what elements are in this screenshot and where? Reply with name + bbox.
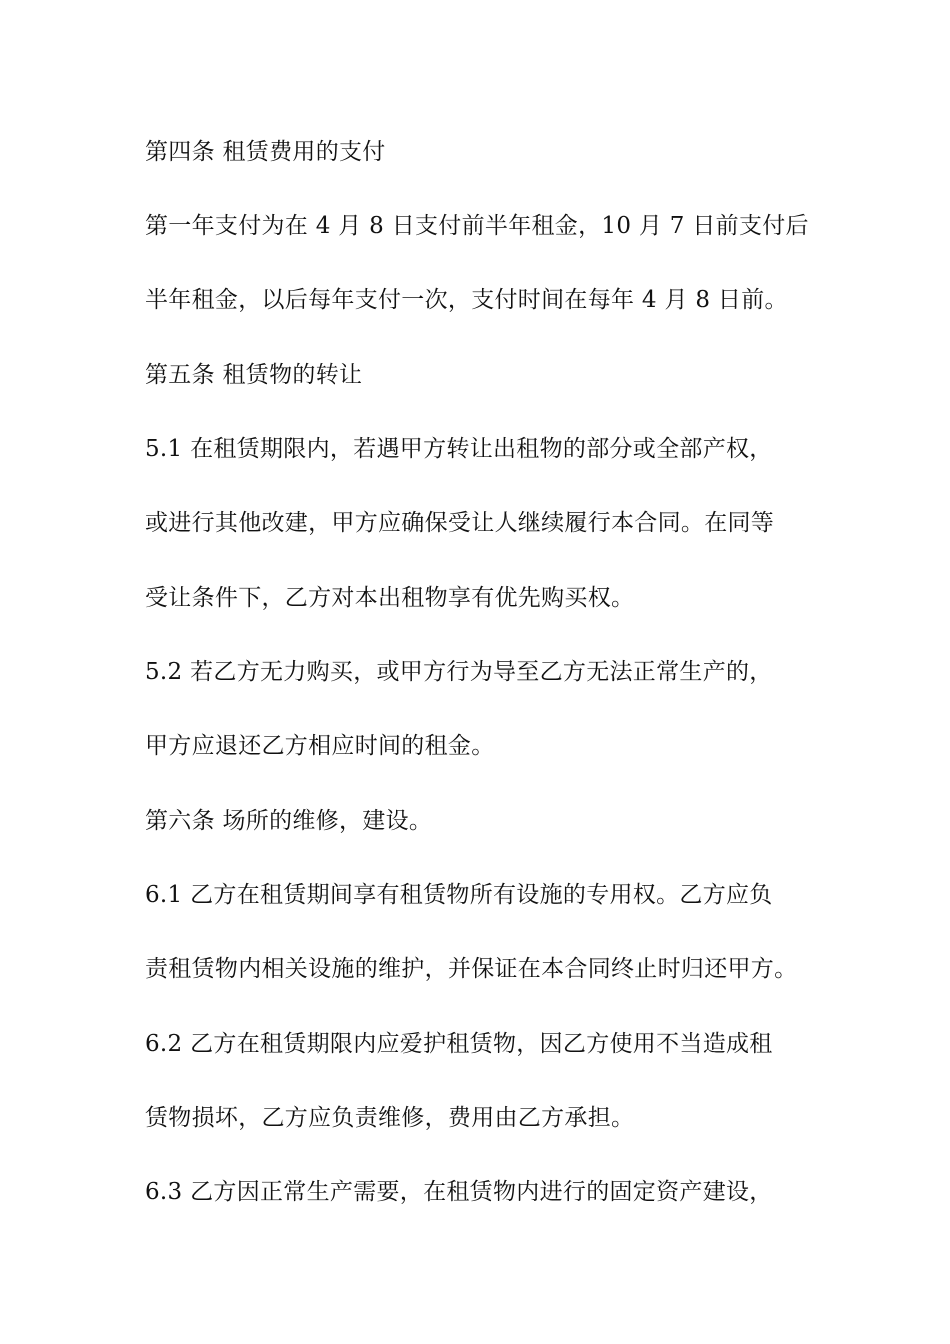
paragraph-line: 或进行其他改建，甲方应确保受让人继续履行本合同。在同等 — [145, 510, 775, 536]
paragraph-line: 赁物损坏，乙方应负责维修，费用由乙方承担。 — [145, 1105, 635, 1131]
paragraph-line: 受让条件下，乙方对本出租物享有优先购买权。 — [145, 585, 635, 611]
clause-5-2: 5.2 若乙方无力购买，或甲方行为导至乙方无法正常生产的， — [145, 659, 773, 685]
clause-6-2: 6.2 乙方在租赁期限内应爱护租赁物，因乙方使用不当造成租 — [145, 1031, 773, 1057]
paragraph-line: 责租赁物内相关设施的维护，并保证在本合同终止时归还甲方。 — [145, 956, 798, 982]
article-5-heading: 第五条 租赁物的转让 — [145, 362, 363, 388]
paragraph-line: 甲方应退还乙方相应时间的租金。 — [145, 733, 495, 759]
clause-5-1: 5.1 在租赁期限内，若遇甲方转让出租物的部分或全部产权， — [145, 436, 773, 462]
paragraph-line: 第一年支付为在 4 月 8 日支付前半年租金，10 月 7 日前支付后 — [145, 213, 809, 239]
paragraph-line: 半年租金，以后每年支付一次，支付时间在每年 4 月 8 日前。 — [145, 287, 788, 313]
clause-6-3: 6.3 乙方因正常生产需要，在租赁物内进行的固定资产建设， — [145, 1179, 773, 1205]
article-6-heading: 第六条 场所的维修，建设。 — [145, 808, 433, 834]
article-4-heading: 第四条 租赁费用的支付 — [145, 139, 386, 165]
clause-6-1: 6.1 乙方在租赁期间享有租赁物所有设施的专用权。乙方应负 — [145, 882, 773, 908]
